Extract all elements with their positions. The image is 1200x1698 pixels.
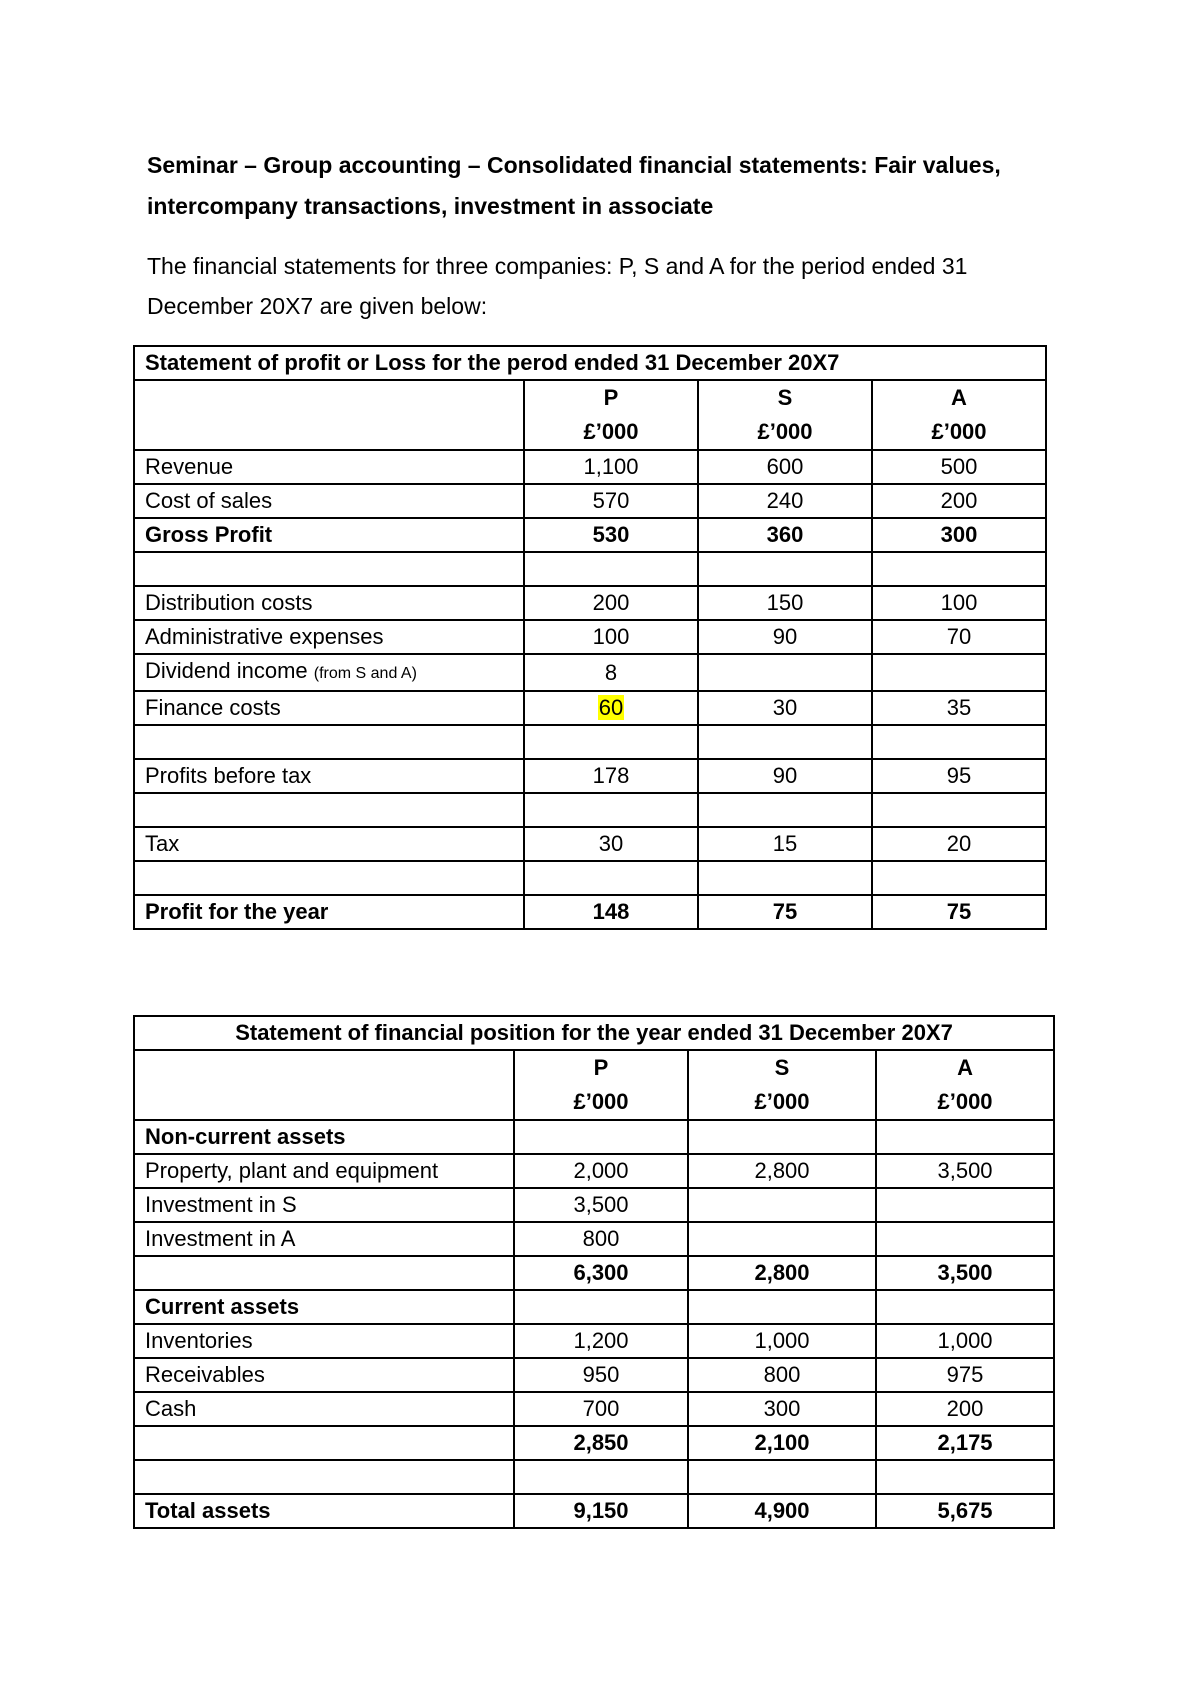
value-s — [688, 1290, 876, 1324]
value-p: 2,000 — [514, 1154, 688, 1188]
table-row — [134, 691, 1046, 725]
value-s: 800 — [688, 1358, 876, 1392]
financial-position-header-row — [134, 1050, 1054, 1120]
value-a: 70 — [872, 620, 1046, 654]
value-p — [514, 1460, 688, 1494]
value-a: 200 — [876, 1392, 1054, 1426]
column-name: A — [951, 385, 967, 410]
table-row-empty — [134, 552, 1046, 586]
value-a: 75 — [872, 895, 1046, 929]
value-p: 1,100 — [524, 450, 698, 484]
profit-loss-title: Statement of profit or Loss for the perod ended 31 December 20X7 — [134, 346, 1046, 380]
table-row — [134, 450, 1046, 484]
value-p: 950 — [514, 1358, 688, 1392]
table-row-total — [134, 518, 1046, 552]
value-a — [876, 1222, 1054, 1256]
column-header-s — [698, 380, 872, 450]
row-label: Revenue — [134, 450, 524, 484]
table-row — [134, 654, 1046, 691]
value-a: 95 — [872, 759, 1046, 793]
value-a: 100 — [872, 586, 1046, 620]
profit-loss-title-row — [134, 346, 1046, 380]
value-p — [514, 1120, 688, 1154]
value-a: 5,675 — [876, 1494, 1054, 1528]
value-p: 530 — [524, 518, 698, 552]
value-s: 90 — [698, 620, 872, 654]
value-s — [688, 1120, 876, 1154]
row-label — [134, 725, 524, 759]
value-s — [698, 793, 872, 827]
row-label: Profits before tax — [134, 759, 524, 793]
value-p: 570 — [524, 484, 698, 518]
value-a — [872, 861, 1046, 895]
value-s: 15 — [698, 827, 872, 861]
row-label: Distribution costs — [134, 586, 524, 620]
financial-position-table — [133, 1015, 1055, 1529]
value-p-cell — [524, 691, 698, 725]
row-label: Inventories — [134, 1324, 514, 1358]
value-a: 975 — [876, 1358, 1054, 1392]
row-label: Dividend income — [145, 658, 308, 683]
value-s: 150 — [698, 586, 872, 620]
value-p — [524, 861, 698, 895]
column-name: P — [603, 385, 619, 410]
value-p: 6,300 — [514, 1256, 688, 1290]
value-p: 3,500 — [514, 1188, 688, 1222]
value-p — [524, 552, 698, 586]
row-label: Property, plant and equipment — [134, 1154, 514, 1188]
highlighted-value: 60 — [598, 695, 624, 720]
table-row — [134, 759, 1046, 793]
value-s: 2,800 — [688, 1154, 876, 1188]
value-a: 3,500 — [876, 1256, 1054, 1290]
row-label: Receivables — [134, 1358, 514, 1392]
value-a — [872, 725, 1046, 759]
value-p: 1,200 — [514, 1324, 688, 1358]
header-blank-cell — [134, 380, 524, 450]
value-s — [698, 725, 872, 759]
value-s: 300 — [688, 1392, 876, 1426]
value-p — [524, 725, 698, 759]
column-name: S — [777, 385, 793, 410]
table-row-total — [134, 895, 1046, 929]
table-row — [134, 827, 1046, 861]
row-label: Cash — [134, 1392, 514, 1426]
column-unit: £’000 — [757, 419, 813, 444]
value-s — [688, 1188, 876, 1222]
table-row — [134, 620, 1046, 654]
value-a — [876, 1460, 1054, 1494]
row-label: Profit for the year — [134, 895, 524, 929]
table-row-empty — [134, 861, 1046, 895]
value-p: 200 — [524, 586, 698, 620]
table-row — [134, 1392, 1054, 1426]
table-row-total — [134, 1494, 1054, 1528]
section-heading-row — [134, 1120, 1054, 1154]
value-a — [872, 793, 1046, 827]
value-s: 1,000 — [688, 1324, 876, 1358]
value-s: 90 — [698, 759, 872, 793]
table-row — [134, 1358, 1054, 1392]
column-unit: £’000 — [937, 1089, 993, 1114]
value-s: 2,800 — [688, 1256, 876, 1290]
row-label: Finance costs — [134, 691, 524, 725]
value-a: 1,000 — [876, 1324, 1054, 1358]
row-label: Investment in S — [134, 1188, 514, 1222]
value-s: 30 — [698, 691, 872, 725]
section-heading: Current assets — [134, 1290, 514, 1324]
row-label: Investment in A — [134, 1222, 514, 1256]
value-s: 75 — [698, 895, 872, 929]
column-unit: £’000 — [573, 1089, 629, 1114]
table-row — [134, 1188, 1054, 1222]
value-a: 300 — [872, 518, 1046, 552]
value-a: 20 — [872, 827, 1046, 861]
profit-loss-header-row — [134, 380, 1046, 450]
column-header-a — [872, 380, 1046, 450]
financial-position-title: Statement of financial position for the year ended 31 December 20X7 — [134, 1016, 1054, 1050]
value-s: 4,900 — [688, 1494, 876, 1528]
financial-position-title-row — [134, 1016, 1054, 1050]
section-heading: Non-current assets — [134, 1120, 514, 1154]
column-unit: £’000 — [931, 419, 987, 444]
value-p: 30 — [524, 827, 698, 861]
row-label: Total assets — [134, 1494, 514, 1528]
row-label — [134, 793, 524, 827]
table-row — [134, 586, 1046, 620]
column-header-p — [514, 1050, 688, 1120]
row-label-cell — [134, 654, 524, 691]
column-name: S — [774, 1055, 790, 1080]
value-a — [876, 1188, 1054, 1222]
column-header-s — [688, 1050, 876, 1120]
value-p — [514, 1290, 688, 1324]
subtotal-row — [134, 1256, 1054, 1290]
value-s — [688, 1460, 876, 1494]
value-p: 800 — [514, 1222, 688, 1256]
value-s — [688, 1222, 876, 1256]
value-a: 2,175 — [876, 1426, 1054, 1460]
row-label — [134, 552, 524, 586]
value-a: 200 — [872, 484, 1046, 518]
column-header-p — [524, 380, 698, 450]
table-row — [134, 484, 1046, 518]
row-label: Administrative expenses — [134, 620, 524, 654]
table-row-empty — [134, 1460, 1054, 1494]
value-a — [876, 1290, 1054, 1324]
subtotal-row — [134, 1426, 1054, 1460]
value-s: 360 — [698, 518, 872, 552]
row-label — [134, 861, 524, 895]
section-heading-row — [134, 1290, 1054, 1324]
row-label — [134, 1256, 514, 1290]
value-p: 178 — [524, 759, 698, 793]
profit-loss-table — [133, 345, 1047, 930]
value-s: 2,100 — [688, 1426, 876, 1460]
value-s: 600 — [698, 450, 872, 484]
row-note: (from S and A) — [313, 665, 417, 682]
value-a: 3,500 — [876, 1154, 1054, 1188]
value-a: 500 — [872, 450, 1046, 484]
page-title: Seminar – Group accounting – Consolidated financial statements: Fair values, intercompany transactions, investment in associate — [147, 152, 1001, 219]
column-name: P — [593, 1055, 609, 1080]
value-s: 240 — [698, 484, 872, 518]
header-blank-cell — [134, 1050, 514, 1120]
row-label: Gross Profit — [134, 518, 524, 552]
column-unit: £’000 — [754, 1089, 810, 1114]
value-p: 148 — [524, 895, 698, 929]
value-p: 100 — [524, 620, 698, 654]
value-s — [698, 654, 872, 691]
value-p: 9,150 — [514, 1494, 688, 1528]
table-row — [134, 1154, 1054, 1188]
row-label — [134, 1460, 514, 1494]
table-row — [134, 1222, 1054, 1256]
value-a — [876, 1120, 1054, 1154]
value-a — [872, 654, 1046, 691]
row-label — [134, 1426, 514, 1460]
table-row — [134, 1324, 1054, 1358]
intro-paragraph: The financial statements for three companies: P, S and A for the period ended 31 December 20X7 are given below: — [147, 253, 968, 319]
value-a: 35 — [872, 691, 1046, 725]
column-header-a — [876, 1050, 1054, 1120]
column-name: A — [957, 1055, 973, 1080]
row-label: Cost of sales — [134, 484, 524, 518]
value-s — [698, 552, 872, 586]
value-s — [698, 861, 872, 895]
table-row-empty — [134, 725, 1046, 759]
value-a — [872, 552, 1046, 586]
row-label: Tax — [134, 827, 524, 861]
table-row-empty — [134, 793, 1046, 827]
value-p: 8 — [524, 654, 698, 691]
value-p — [524, 793, 698, 827]
value-p: 700 — [514, 1392, 688, 1426]
column-unit: £’000 — [583, 419, 639, 444]
value-p: 2,850 — [514, 1426, 688, 1460]
